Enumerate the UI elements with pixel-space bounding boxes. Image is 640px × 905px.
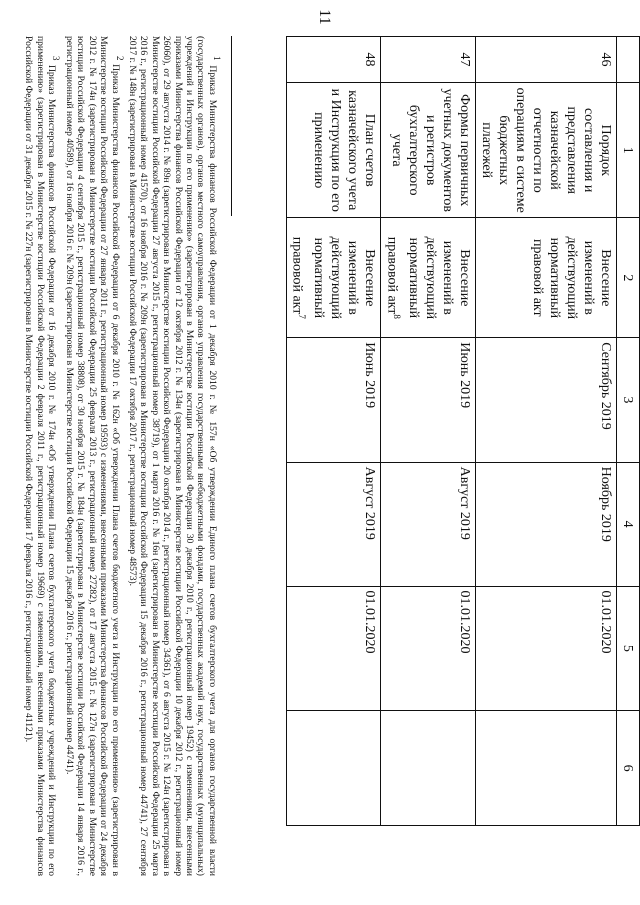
footnote-text: Приказ Министерства финансов Российской Федерации от 6 декабря 2010 г. № 162н «Об утверждении Плана счетов бюджетного учета и Инструкции по его применению» (зарегистрирован в Министерстве юстиции Российской Федерации от 27 января 2011 г., регистрационный номер 19593) с изменениями, внесенными приказами Министерства финансов Российской Федерации от 24 декабря 2012 г. № 174н (зарегистрирован в Министерстве юстиции Российской Федерации 25 февраля 2013 г., регистрационный номер 27282), от 17 августа 2015 г. № 127н (зарегистрирован в Министерстве юстиции Российской Федерации 4 сентября 2015 г., регистрационный номер 38808), от 30 ноября 2015 г. № 184н (зарегистрирован в Министерстве юстиции Российской Федерации 14 января 2016 г., регистрационный номер 40589), от 16 ноября 2016 г. № 209н (зарегистрирован в Министерстве юстиции Российской Федерации 15 декабря 2016 г., регистрационный номер 44741). (63, 36, 121, 876)
footnote (63, 36, 124, 876)
row-action (286, 218, 381, 338)
footnote-separator (231, 36, 232, 216)
row-number: 46 (476, 37, 617, 83)
header-cell-4: 4 (617, 462, 640, 586)
row-col3: Июнь 2019 (286, 338, 381, 462)
row-col4: Август 2019 (286, 462, 381, 586)
row-name: План счетов казначейского учета и Инструкция по его применению (286, 83, 381, 218)
footnote (23, 36, 61, 876)
row-col3: Сентябрь 2019 (476, 338, 617, 462)
row-col5: 01.01.2020 (381, 586, 476, 711)
footnote-text: Приказ Министерства финансов Российской Федерации от 1 декабря 2010 г. № 157н «Об утверждении Единого плана счетов бухгалтерского учета для органов государственной власти (государственных органов), органов местного самоуправления, органов управления государственными внебюджетными фондами, государственных академий наук, государственных (муниципальных) учреждений и Инструкции по его применению» (зарегистрирован в Министерстве юстиции Российской Федерации 30 декабря 2010 г., регистрационный номер 19452) с изменениями, внесенными приказами Министерства финансов Российской Федерации от 12 октября 2012 г. № 134н (зарегистрирован в Министерстве юстиции Российской Федерации 10 декабря 2012 г., регистрационный номер 26060), от 29 августа 2014 г. № 89н (зарегистрирован в Министерстве юстиции Российской Федерации 20 октября 2014 г., регистрационный номер 34361), от 6 августа 2015 г. № 124н (зарегистрирован в Министерстве юстиции Российской Федерации 27 августа 2015 г., регистрационный номер 38719), от 1 марта 2016 г. № 16н (зарегистрирован в Министерстве юстиции Российской Федерации 25 марта 2016 г., регистрационный номер 41570), от 16 ноября 2016 г. № 209н (зарегистрирован в Министерстве юстиции Российской Федерации 15 декабря 2016 г., регистрационный номер 44741), 27 сентября 2017 г. № 148н (зарегистрирован в Министерстве юстиции Российской Федерации 17 октября 2017 г., регистрационный номер 48573). (126, 36, 218, 876)
footnote-text: Приказ Министерства финансов Российской Федерации от 16 декабря 2010 г. № 174н «Об утверждении Плана счетов бухгалтерского учета бюджетных учреждений и Инструкции по его применению» (зарегистрирован в Министерстве юстиции Российской Федерации 2 февраля 2011 г., регистрационный номер 19669) с изменениями, внесенными приказами Министерства финансов Российской Федерации от 31 декабря 2015 г. № 227н (зарегистрирован в Министерстве юстиции Российской Федерации 17 февраля 2016 г., регистрационный номер 41121). (23, 36, 58, 876)
row-col5: 01.01.2020 (476, 586, 617, 711)
row-action-text: Внесение изменений в действующий нормативный правовой акт (384, 236, 472, 320)
row-name: Формы первичных учетных документов и регистров бухгалтерского учета (381, 83, 476, 218)
footnote-mark: 3 (51, 56, 62, 61)
header-cell-blank (617, 37, 640, 83)
footnote-mark: 2 (114, 56, 125, 61)
row-action (476, 218, 617, 338)
rotated-page-content (23, 36, 640, 896)
footnotes (21, 36, 222, 876)
footnote-ref: 8 (392, 314, 402, 319)
row-name: Порядок составления и представления казначейской отчетности по операциям в системе бюджетных платежей (476, 83, 617, 218)
header-cell-6: 6 (617, 711, 640, 826)
page-number: 11 (316, 9, 333, 25)
table-row (476, 37, 617, 826)
row-number: 48 (286, 37, 381, 83)
plan-table (286, 36, 640, 826)
footnote-mark: 1 (212, 56, 222, 61)
row-col4: Август 2019 (381, 462, 476, 586)
row-action (381, 218, 476, 338)
row-col6 (286, 711, 381, 826)
row-col6 (381, 711, 476, 826)
row-col3: Июнь 2019 (381, 338, 476, 462)
table-row (286, 37, 381, 826)
header-cell-3: 3 (617, 338, 640, 462)
row-action-text: Внесение изменений в действующий нормативный правовой акт (289, 236, 378, 320)
header-cell-2: 2 (617, 218, 640, 338)
table-header-row (617, 37, 640, 826)
row-number: 47 (381, 37, 476, 83)
row-col5: 01.01.2020 (286, 586, 381, 711)
row-col6 (476, 711, 617, 826)
row-action-text: Внесение изменений в действующий нормативный правовой акт (530, 236, 613, 320)
header-cell-5: 5 (617, 586, 640, 711)
table-row (381, 37, 476, 826)
footnote-ref: 7 (297, 314, 308, 319)
row-col4: Ноябрь 2019 (476, 462, 617, 586)
footnote (127, 36, 222, 876)
header-cell-1: 1 (617, 83, 640, 218)
